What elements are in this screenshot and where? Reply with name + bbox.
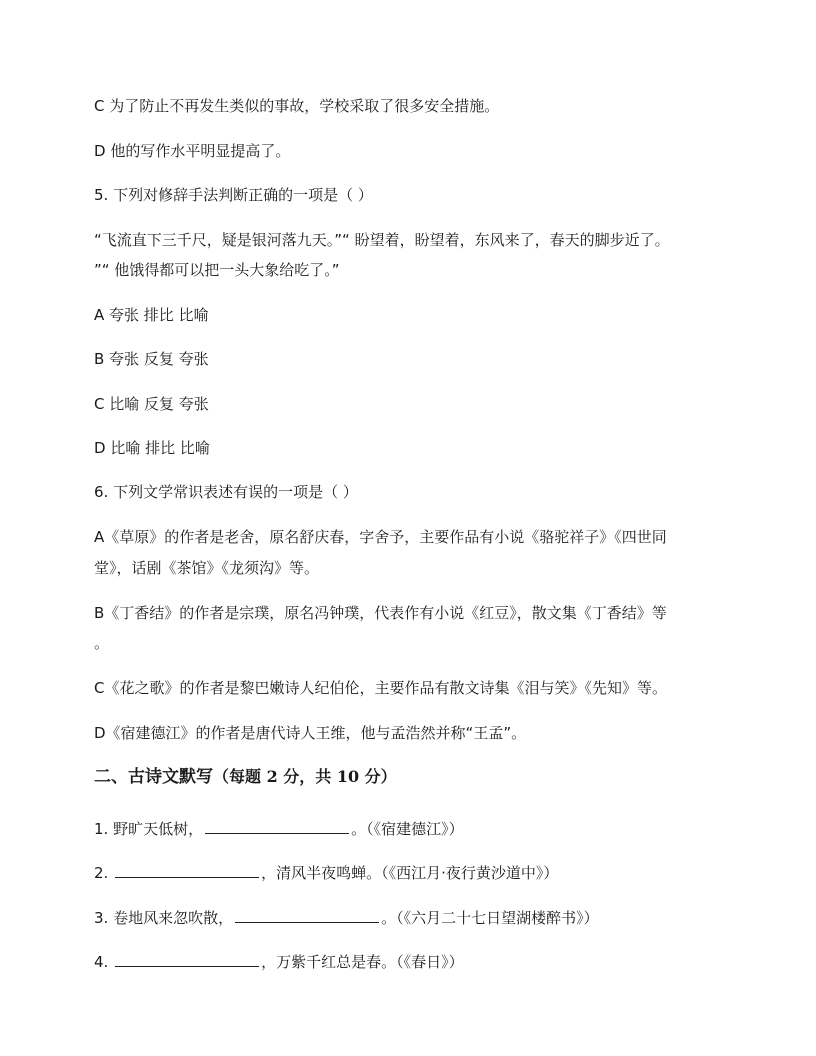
recitation-item-1-after: 。（《宿建德江》） xyxy=(351,820,464,838)
q5-quote-line-1: “飞流直下三千尺，疑是银河落九天。”“ 盼望着，盼望着，东风来了，春天的脚步近了。 xyxy=(94,231,670,249)
q6-option-d: D《宿建德江》的作者是唐代诗人王维，他与孟浩然并称“王孟”。 xyxy=(94,724,527,742)
section-2-heading xyxy=(94,767,397,787)
recitation-item-3 xyxy=(94,906,599,928)
q6-stem: 6. 下列文学常识表述有误的一项是（ ） xyxy=(94,483,358,501)
recitation-item-2-after: ，清风半夜鸣蝉。（《西江月·夜行黄沙道中》） xyxy=(261,864,559,882)
q6-option-a-line-2: 堂》，话剧《茶馆》《龙须沟》等。 xyxy=(94,559,320,577)
recitation-item-3-after: 。（《六月二十七日望湖楼醉书》） xyxy=(381,909,599,927)
recitation-item-1 xyxy=(94,817,464,839)
q6-option-c: C《花之歌》的作者是黎巴嫩诗人纪伯伦，主要作品有散文诗集《泪与笑》《先知》等。 xyxy=(94,679,667,697)
q5-option-a: A 夸张 排比 比喻 xyxy=(94,306,209,324)
q6-option-a-line-1: A《草原》的作者是老舍，原名舒庆春，字舍予，主要作品有小说《骆驼祥子》《四世同 xyxy=(94,528,667,546)
q5-option-c: C 比喻 反复 夸张 xyxy=(94,395,209,413)
q4-option-d: D 他的写作水平明显提高了。 xyxy=(94,142,291,160)
q6-option-b-line-2: 。 xyxy=(94,634,110,652)
recitation-item-1-before: 1. 野旷天低树， xyxy=(94,820,204,838)
recitation-item-4 xyxy=(94,950,464,972)
q5-option-b: B 夸张 反复 夸张 xyxy=(94,350,209,368)
answer-blank-4[interactable] xyxy=(115,950,259,967)
q6-option-b-line-1: B《丁香结》的作者是宗璞，原名冯钟璞，代表作有小说《红豆》，散文集《丁香结》等 xyxy=(94,604,667,622)
recitation-item-4-after: ，万紫千红总是春。（《春日》） xyxy=(261,953,464,971)
recitation-item-3-before: 3. 卷地风来忽吹散， xyxy=(94,909,234,927)
recitation-item-2 xyxy=(94,861,558,883)
q5-stem: 5. 下列对修辞手法判断正确的一项是（ ） xyxy=(94,186,373,204)
answer-blank-2[interactable] xyxy=(115,861,259,878)
q4-option-c: C 为了防止不再发生类似的事故，学校采取了很多安全措施。 xyxy=(94,97,500,115)
section-2-score-note: （每题 2 分，共 10 分） xyxy=(213,767,397,786)
section-2-title: 二、古诗文默写 xyxy=(94,767,213,787)
q5-quote-line-2: ”“ 他饿得都可以把一头大象给吃了。” xyxy=(94,261,340,279)
recitation-item-2-before: 2. xyxy=(94,864,114,882)
recitation-item-4-before: 4. xyxy=(94,953,114,971)
answer-blank-1[interactable] xyxy=(205,817,349,834)
answer-blank-3[interactable] xyxy=(235,906,379,923)
q5-option-d: D 比喻 排比 比喻 xyxy=(94,439,210,457)
